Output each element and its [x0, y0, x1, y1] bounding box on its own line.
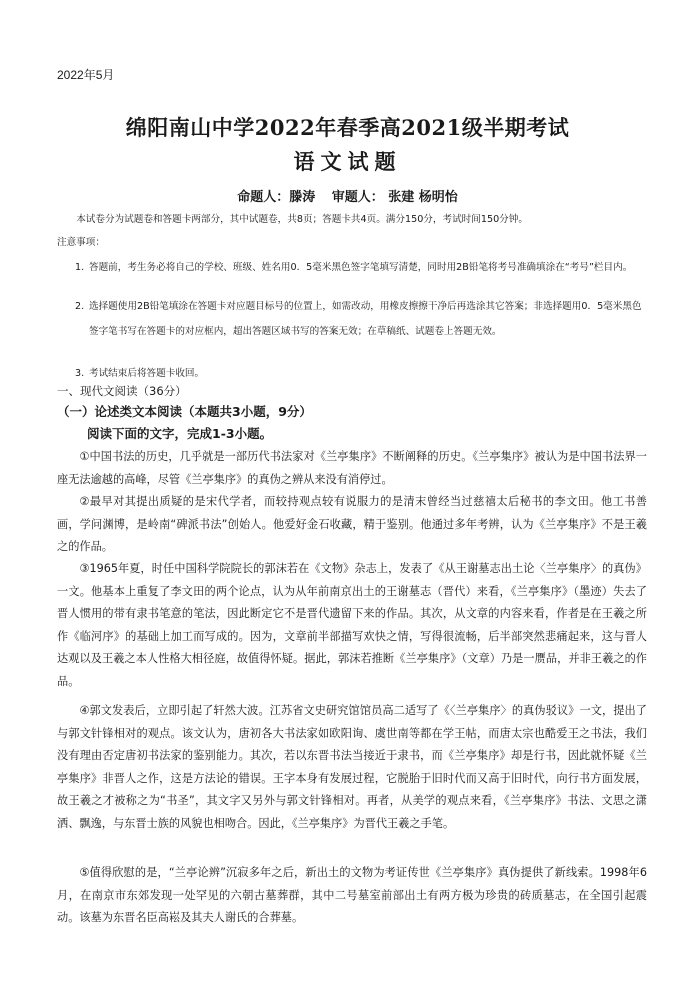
section-heading: 一、现代文阅读（36分） [57, 384, 187, 398]
note-item [75, 294, 642, 344]
passage-paragraph: ④郭文发表后，立即引起了轩然大波。江苏省文史研究馆馆员高二适写了《〈兰亭集序〉的真伪驳议》一文，提出了与郭文针锋相对的观点。该文认为，唐初各大书法家如欧阳询、虞世南等都在学王帖，而唐太宗也酷爱王之书法，我们没有理由否定唐初书法家的鉴别能力。其次，若以东晋书法当接近于隶书，而《兰亭集序》却是行书，因此就怀疑《兰亭集序》非晋人之作，这是方法论的错误。王字本身有发展过程，它脱胎于旧时代而又高于旧时代，向行书方面发展，故王羲之才被称之为“书圣”，其文字又另外与郭文针锋相对。再者，从美学的观点来看，《兰亭集序》书法、文思之潇洒、飘逸，与东晋士族的风貌也相吻合。因此，《兰亭集序》为晋代王羲之手笔。 [57, 704, 647, 830]
exam-title: 绵阳南山中学2022年春季高2021级半期考试 [125, 115, 570, 140]
passage-paragraph: ①中国书法的历史，几乎就是一部历代书法家对《兰亭集序》不断阐释的历史。《兰亭集序》被认为是中国书法界一座无法逾越的高峰，尽管《兰亭集序》的真伪之辨从来没有消停过。 [57, 450, 647, 486]
proposer: 命题人：滕涛 [237, 190, 316, 205]
exam-date: 2022年5月 [57, 68, 115, 82]
note-number: 3. [75, 368, 85, 379]
reading-instruction: 阅读下面的文字，完成1-3小题。 [87, 426, 273, 441]
subsection-heading: （一）论述类文本阅读（本题共3小题，9分） [57, 404, 312, 419]
note-item [75, 255, 642, 280]
reviewer: 审题人： 张建 杨明怡 [331, 190, 458, 205]
note-text: 考试结束后将答题卡收回。 [89, 368, 205, 379]
author-line [0, 186, 695, 205]
exam-subtitle: 语文试题 [293, 149, 402, 174]
passage-paragraph: ③1965年夏，时任中国科学院院长的郭沫若在《文物》杂志上，发表了《从王谢墓志出土论〈兰亭集序〉的真伪》一文。他基本上重复了李文田的两个论点，认为从年前南京出土的王谢墓志（晋代）来看，《兰亭集序》（墨迹）失去了晋人惯用的带有隶书笔意的笔法，因此断定它不是晋代遗留下来的作品。其次，从文章的内容来看，作者是在王羲之所作《临河序》的基础上加工而写成的。因为，文章前半部描写欢快之情，写得很流畅，后半部突然悲痛起来，这与晋人达观以及王羲之本人性格大相径庭，故值得怀疑。据此，郭沫若推断《兰亭集序》（文章）乃是一赝品，并非王羲之的作品。 [57, 562, 647, 688]
passage-paragraph: ②最早对其提出质疑的是宋代学者，而较持观点较有说服力的是清末曾经当过慈禧太后秘书的李文田。他工书善画，学问渊博，是岭南“碑派书法”创始人。他爱好金石收藏，精于鉴别。他通过多年考辨，认为《兰亭集序》不是王羲之的作品。 [57, 495, 647, 553]
notes-heading: 注意事项： [57, 237, 105, 248]
note-number: 1. [75, 262, 85, 273]
note-text: 选择题使用2B铅笔填涂在答题卡对应题目标号的位置上，如需改动，用橡皮擦擦干净后再选涂其它答案；非选择题用0．5毫米黑色签字笔书写在答题卡的对应框内，超出答题区域书写的答案无效；在草稿纸、试题卷上答题无效。 [89, 301, 642, 337]
note-number: 2. [75, 301, 85, 312]
passage-paragraph: ⑤值得欣慰的是，“兰亭论辨”沉寂多年之后，新出土的文物为考证传世《兰亭集序》真伪提供了新线索。1998年6月，在南京市东郊发现一处罕见的六朝古墓葬群，其中二号墓室前部出土有两方极为珍贵的砖质墓志，在全国引起震动。该墓为东晋名臣高崧及其夫人谢氏的合葬墓。 [57, 866, 647, 924]
exam-intro: 本试卷分为试题卷和答题卡两部分，其中试题卷，共8页；答题卡共4页。满分150分，考试时间150分钟。 [76, 214, 528, 225]
note-text: 答题前，考生务必将自己的学校、班级、姓名用0．5毫米黑色签字笔填写清楚，同时用2B铅笔将考号准确填涂在“考号”栏目内。 [89, 262, 633, 273]
